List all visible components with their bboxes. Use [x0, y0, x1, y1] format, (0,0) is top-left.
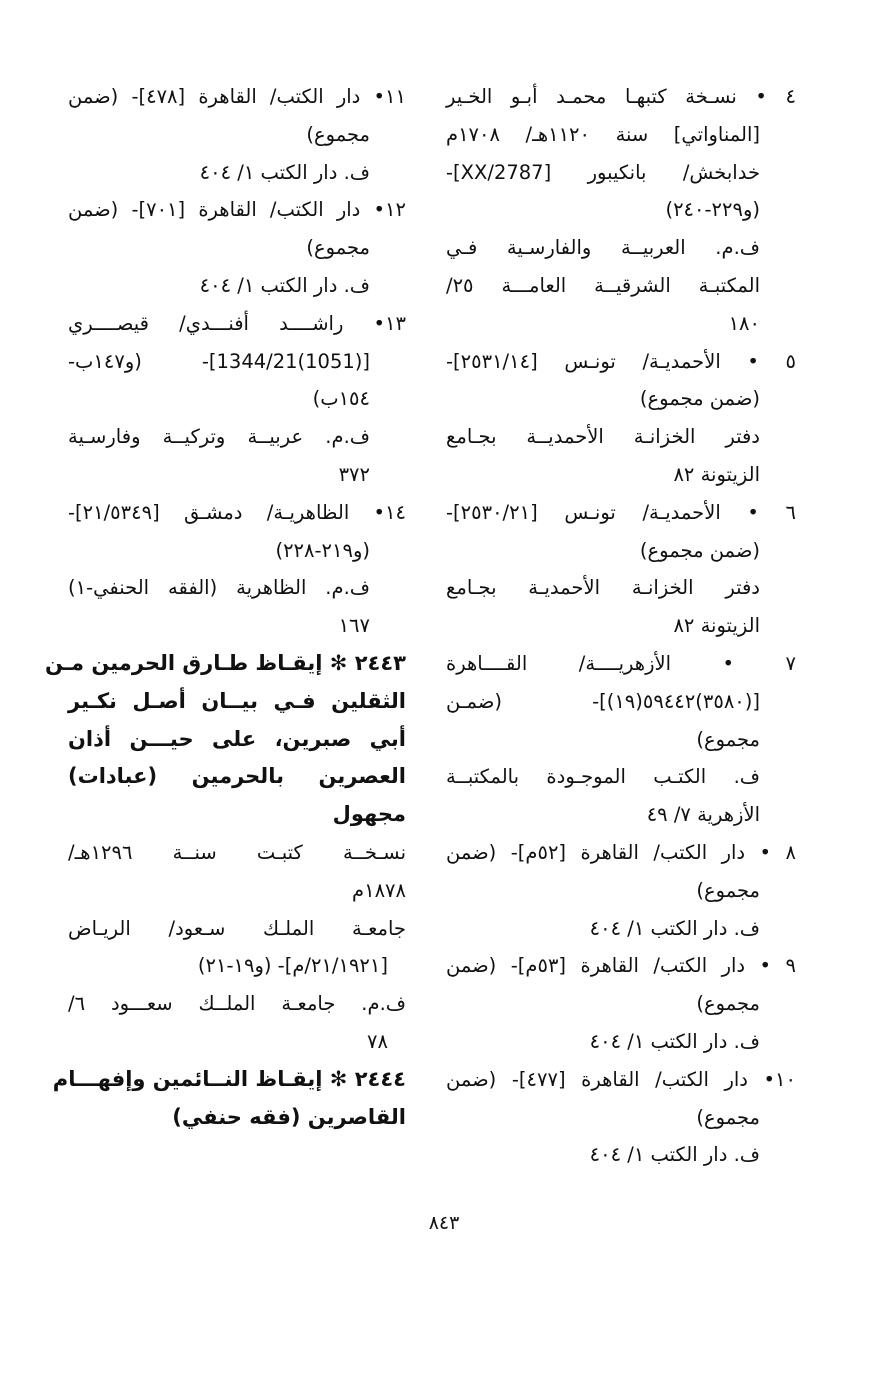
right-column-line: الزيتونة ٨٢	[673, 614, 760, 638]
left-column-line: ٢٤٤٤ ✻ إيقـاظ النــائمين وإفهـــام	[52, 1066, 406, 1091]
page-number: ٨٤٣	[428, 1212, 460, 1234]
right-column-line: (ضمن مجموع)	[639, 387, 760, 411]
left-column-line: مجهول	[332, 802, 406, 827]
right-column-line: (و٢٢٩-٢٤٠)	[665, 198, 760, 222]
right-column-line: ٨ • دار الكتب/ القاهرة [٥٢م]- (ضمن	[446, 840, 796, 864]
left-column-line: مجموع)	[306, 122, 370, 146]
right-column-line: مجموع)	[696, 878, 760, 902]
left-column-line: ف. دار الكتب ١/ ٤٠٤	[199, 273, 370, 297]
right-column-line: ١٠• دار الكتب/ القاهرة [٤٧٧]- (ضمن	[446, 1067, 796, 1091]
right-column-line: ١٨٠	[728, 311, 760, 335]
right-column-line: المكتبـة الشرقيــة العامـــة ٢٥/	[446, 273, 760, 297]
left-column-line: ١٨٧٨م	[352, 878, 406, 902]
right-column-line: [(٣٥٨٠)٥٩٤٤٢(١٩)]- (ضمـن	[446, 689, 760, 713]
right-column-line: ف. دار الكتب ١/ ٤٠٤	[589, 1143, 760, 1167]
right-column-line: ٦ • الأحمديـة/ تونـس [٢٥٣٠/٢١]-	[446, 500, 796, 524]
left-column-line: ١٢• دار الكتب/ القاهرة [٧٠١]- (ضمن	[68, 198, 406, 222]
right-column-line: [المناواتي] سنة ١١٢٠هـ/ ١٧٠٨م	[446, 122, 760, 146]
left-column-line: ١٦٧	[338, 614, 370, 638]
left-column-line: القاصرين (فقه حنفي)	[172, 1104, 406, 1129]
right-column-line: دفتر الخزانـة الأحمديـة بجـامع	[446, 576, 760, 600]
right-column-line: ف.م. العربيــة والفارسـية فـي	[446, 236, 760, 260]
right-column-line: ٩ • دار الكتب/ القاهرة [٥٣م]- (ضمن	[446, 954, 796, 978]
right-column	[446, 78, 796, 1174]
left-column	[44, 78, 406, 1136]
left-column-line: العصرين بالحرمين (عبادات)	[68, 764, 406, 789]
left-column-line: ف.م. عربيــة وتركيــة وفارسـية	[68, 425, 370, 449]
left-column-line: ١٣• راشــــد أفنـــدي/ قيصــــري	[68, 311, 406, 335]
right-column-line: دفتر الخزانـة الأحمديــة بجـامع	[446, 425, 760, 449]
left-column-line: ١٤• الظاهريـة/ دمشـق [٢١/٥٣٤٩]-	[68, 500, 406, 524]
left-column-line: ف. دار الكتب ١/ ٤٠٤	[199, 160, 370, 184]
left-column-line: (و٢١٩-٢٢٨)	[275, 538, 370, 562]
right-column-line: (ضمن مجموع)	[639, 538, 760, 562]
right-column-line: ف. الكتـب الموجـودة بالمكتبــة	[446, 765, 760, 789]
left-column-line: أبي صبرين، على حيـــن أذان	[68, 726, 406, 751]
right-column-line: الزيتونة ٨٢	[673, 462, 760, 486]
left-column-line: ف.م. جامعـة الملــك سعـــود ٦/	[68, 992, 406, 1016]
left-column-line: نسـخــة كتبـت سنــة ١٢٩٦هـ/	[68, 840, 406, 864]
right-column-line: الأزهرية ٧/ ٤٩	[646, 803, 760, 827]
left-column-line: ف.م. الظاهرية (الفقه الحنفي-١)	[68, 576, 370, 600]
right-column-line: مجموع)	[696, 727, 760, 751]
right-column-line: ٥ • الأحمديـة/ تونـس [٢٥٣١/١٤]-	[446, 349, 796, 373]
left-column-line: [(1051)1344/21]- (و١٤٧ب-	[68, 349, 370, 373]
left-column-line: ١١• دار الكتب/ القاهرة [٤٧٨]- (ضمن	[68, 85, 406, 108]
left-column-line: ٣٧٢	[338, 462, 370, 486]
right-column-line: ف. دار الكتب ١/ ٤٠٤	[589, 1029, 760, 1053]
left-column-line: ٧٨	[367, 1029, 388, 1053]
right-column-line: خدابخش/ بانكيبور [2787/XX]-	[446, 160, 760, 184]
right-column-line: ف. دار الكتب ١/ ٤٠٤	[589, 916, 760, 940]
left-column-line: ١٥٤ب)	[312, 387, 370, 411]
left-column-line: جامعـة الملـك سـعود/ الريـاض	[68, 916, 406, 940]
left-column-line: الثقلين فـي بيــان أصـل نكـير	[68, 688, 406, 713]
left-column-line: ٢٤٤٣ ✻ إيقـاظ طـارق الحرمين مـن	[44, 650, 406, 675]
right-column-line: ٧ • الأزهريــــة/ القــــاهرة	[446, 651, 796, 675]
right-column-line: ٤ • نسـخة كتبهـا محمـد أبـو الخـير	[446, 85, 796, 108]
left-column-line: [٢١/١٩٢١/م]- (و١٩-٢١)	[197, 954, 388, 978]
right-column-line: مجموع)	[696, 992, 760, 1016]
left-column-line: مجموع)	[306, 236, 370, 260]
right-column-line: مجموع)	[696, 1105, 760, 1129]
